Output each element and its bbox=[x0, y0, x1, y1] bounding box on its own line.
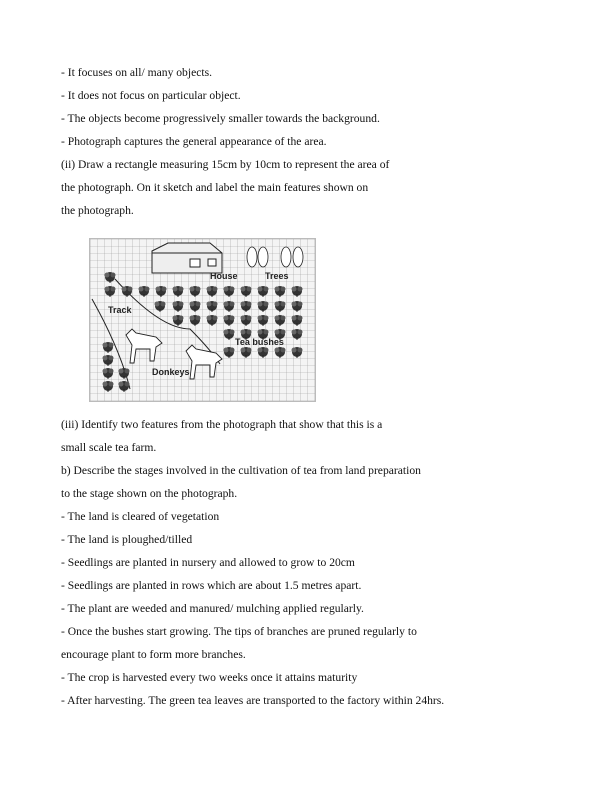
answer-line: - The objects become progressively smaller towards the background. bbox=[61, 112, 380, 125]
question-line: b) Describe the stages involved in the cultivation of tea from land preparation bbox=[61, 464, 421, 477]
answer-line: - It focuses on all/ many objects. bbox=[61, 66, 213, 79]
sketch-drawing bbox=[90, 239, 315, 401]
label-tea-bushes: Tea bushes bbox=[235, 337, 284, 347]
answer-line: - After harvesting. The green tea leaves are transported to the factory within 24hrs. bbox=[61, 694, 445, 707]
question-line: small scale tea farm. bbox=[61, 441, 157, 454]
label-house: House bbox=[210, 271, 238, 281]
answer-line: - Seedlings are planted in rows which are about 1.5 metres apart. bbox=[61, 579, 362, 592]
answer-line: - The land is cleared of vegetation bbox=[61, 510, 220, 523]
label-track: Track bbox=[108, 305, 132, 315]
answer-line: encourage plant to form more branches. bbox=[61, 648, 246, 661]
question-line: the photograph. On it sketch and label the main features shown on bbox=[61, 181, 369, 194]
answer-line: - Once the bushes start growing. The tips of branches are pruned regularly to bbox=[61, 625, 417, 638]
answer-line: - The crop is harvested every two weeks once it attains maturity bbox=[61, 671, 358, 684]
label-donkeys: Donkeys bbox=[152, 367, 190, 377]
answer-line: - The plant are weeded and manured/ mulching applied regularly. bbox=[61, 602, 364, 615]
answer-line: - It does not focus on particular object. bbox=[61, 89, 241, 102]
answer-line: - Photograph captures the general appearance of the area. bbox=[61, 135, 327, 148]
question-line: (iii) Identify two features from the photograph that show that this is a bbox=[61, 418, 383, 431]
question-line: (ii) Draw a rectangle measuring 15cm by 10cm to represent the area of bbox=[61, 158, 390, 171]
question-line: to the stage shown on the photograph. bbox=[61, 487, 238, 500]
tea-farm-sketch-figure bbox=[89, 238, 316, 402]
house-sketch bbox=[152, 243, 222, 273]
question-line: the photograph. bbox=[61, 204, 134, 217]
label-trees: Trees bbox=[265, 271, 289, 281]
answer-line: - Seedlings are planted in nursery and allowed to grow to 20cm bbox=[61, 556, 355, 569]
answer-line: - The land is ploughed/tilled bbox=[61, 533, 193, 546]
